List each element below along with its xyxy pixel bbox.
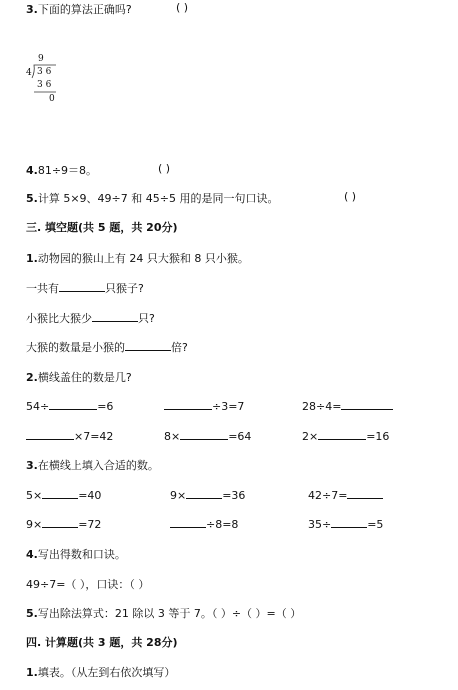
question-number: 4. [26, 548, 38, 561]
divisor: 4 [26, 68, 32, 78]
question-number: 2. [26, 371, 38, 384]
blank[interactable] [125, 339, 171, 351]
question-4 [26, 162, 97, 178]
question-number: 3. [26, 3, 38, 16]
eq-text: =36 [222, 489, 246, 502]
equation [308, 516, 383, 531]
fill-text: 大猴的数量是小猴的 [26, 341, 125, 354]
equation [164, 398, 244, 413]
fill-question-1 [26, 250, 249, 266]
eq-text: =5 [367, 518, 384, 531]
blank[interactable] [92, 310, 138, 322]
eq-text: 5× [26, 489, 43, 502]
fill-question-2 [26, 369, 132, 385]
eq-text: =6 [97, 400, 114, 413]
blank[interactable] [341, 398, 393, 410]
blank[interactable] [59, 280, 105, 292]
eq-text: 35÷ [308, 518, 332, 531]
fill-text: 倍? [171, 341, 188, 354]
blank[interactable] [164, 398, 212, 410]
section-title: 三. 填空题(共 5 题，共 20分) [26, 221, 178, 234]
question-text: 写出得数和口诀。 [37, 548, 126, 561]
eq-text: =72 [78, 518, 102, 531]
fill-text: 只猴子? [105, 282, 144, 295]
blank[interactable] [318, 428, 366, 440]
division-bracket [26, 54, 66, 104]
question-text[interactable]: 写出除法算式：21 除以 3 等于 7。（ ）÷（ ）=（ ） [37, 607, 302, 620]
fill-line[interactable]: 49÷7=（ ），口诀：（ ） [26, 578, 150, 591]
question-number: 5. [26, 192, 38, 205]
eq-text: 54÷ [26, 400, 50, 413]
equation [26, 516, 101, 531]
fill-line [26, 310, 155, 326]
quotient: 9 [38, 54, 44, 64]
blank[interactable] [186, 487, 222, 499]
blank[interactable] [42, 487, 78, 499]
blank[interactable] [26, 428, 74, 440]
eq-text: ÷8=8 [206, 518, 239, 531]
calc-question-1 [26, 664, 175, 680]
question-number: 3. [26, 459, 38, 472]
question-text: 在横线上填入合适的数。 [37, 459, 159, 472]
fill-line [26, 339, 188, 355]
question-text: 填表。（从左到右依次填写） [37, 666, 176, 679]
eq-text: 42÷7= [308, 489, 348, 502]
equation [164, 428, 251, 443]
fill-text: 只? [138, 312, 155, 325]
answer-paren[interactable]: ( ) [176, 1, 189, 14]
fill-line [26, 280, 144, 296]
eq-text: =16 [366, 430, 390, 443]
blank[interactable] [347, 487, 383, 499]
equation [26, 428, 113, 443]
eq-text: ×7=42 [74, 430, 114, 443]
remainder: 0 [49, 94, 55, 104]
blank[interactable] [170, 516, 206, 528]
blank[interactable] [42, 516, 78, 528]
equation [170, 487, 245, 502]
blank[interactable] [180, 428, 228, 440]
equation [26, 398, 113, 413]
fill-text: 小猴比大猴少 [26, 312, 92, 325]
equation [170, 516, 238, 531]
product: 3 6 [37, 80, 52, 90]
answer-paren[interactable]: ( ) [158, 162, 171, 175]
eq-text: 9× [170, 489, 187, 502]
eq-text: 28÷4= [302, 400, 342, 413]
answer-paren[interactable]: ( ) [344, 190, 357, 203]
equation [302, 398, 393, 413]
eq-text: 9× [26, 518, 43, 531]
eq-text: 2× [302, 430, 319, 443]
equation [308, 487, 383, 502]
question-number: 4. [26, 164, 38, 177]
eq-text: 8× [164, 430, 181, 443]
long-division-figure [26, 54, 66, 104]
question-text: 动物园的猴山上有 24 只大猴和 8 只小猴。 [37, 252, 249, 265]
fill-text: 一共有 [26, 282, 59, 295]
question-text: 计算 5×9、49÷7 和 45÷5 用的是同一句口诀。 [37, 192, 279, 205]
section-title: 四. 计算题(共 3 题，共 28分) [26, 636, 178, 649]
question-text: 下面的算法正确吗? [37, 3, 132, 16]
question-number: 1. [26, 666, 38, 679]
eq-text: =40 [78, 489, 102, 502]
fill-question-3 [26, 457, 159, 473]
blank[interactable] [49, 398, 97, 410]
equation [302, 428, 389, 443]
question-5 [26, 190, 278, 206]
question-text: 81÷9＝8。 [37, 164, 98, 177]
fill-question-4 [26, 546, 126, 562]
question-number: 5. [26, 607, 38, 620]
equation [26, 487, 101, 502]
eq-text: =64 [228, 430, 252, 443]
question-number: 1. [26, 252, 38, 265]
eq-text: ÷3=7 [212, 400, 245, 413]
question-text: 横线盖住的数是几? [37, 371, 132, 384]
question-3 [26, 1, 132, 17]
blank[interactable] [331, 516, 367, 528]
fill-question-5 [26, 605, 301, 621]
dividend: 3 6 [37, 67, 52, 77]
